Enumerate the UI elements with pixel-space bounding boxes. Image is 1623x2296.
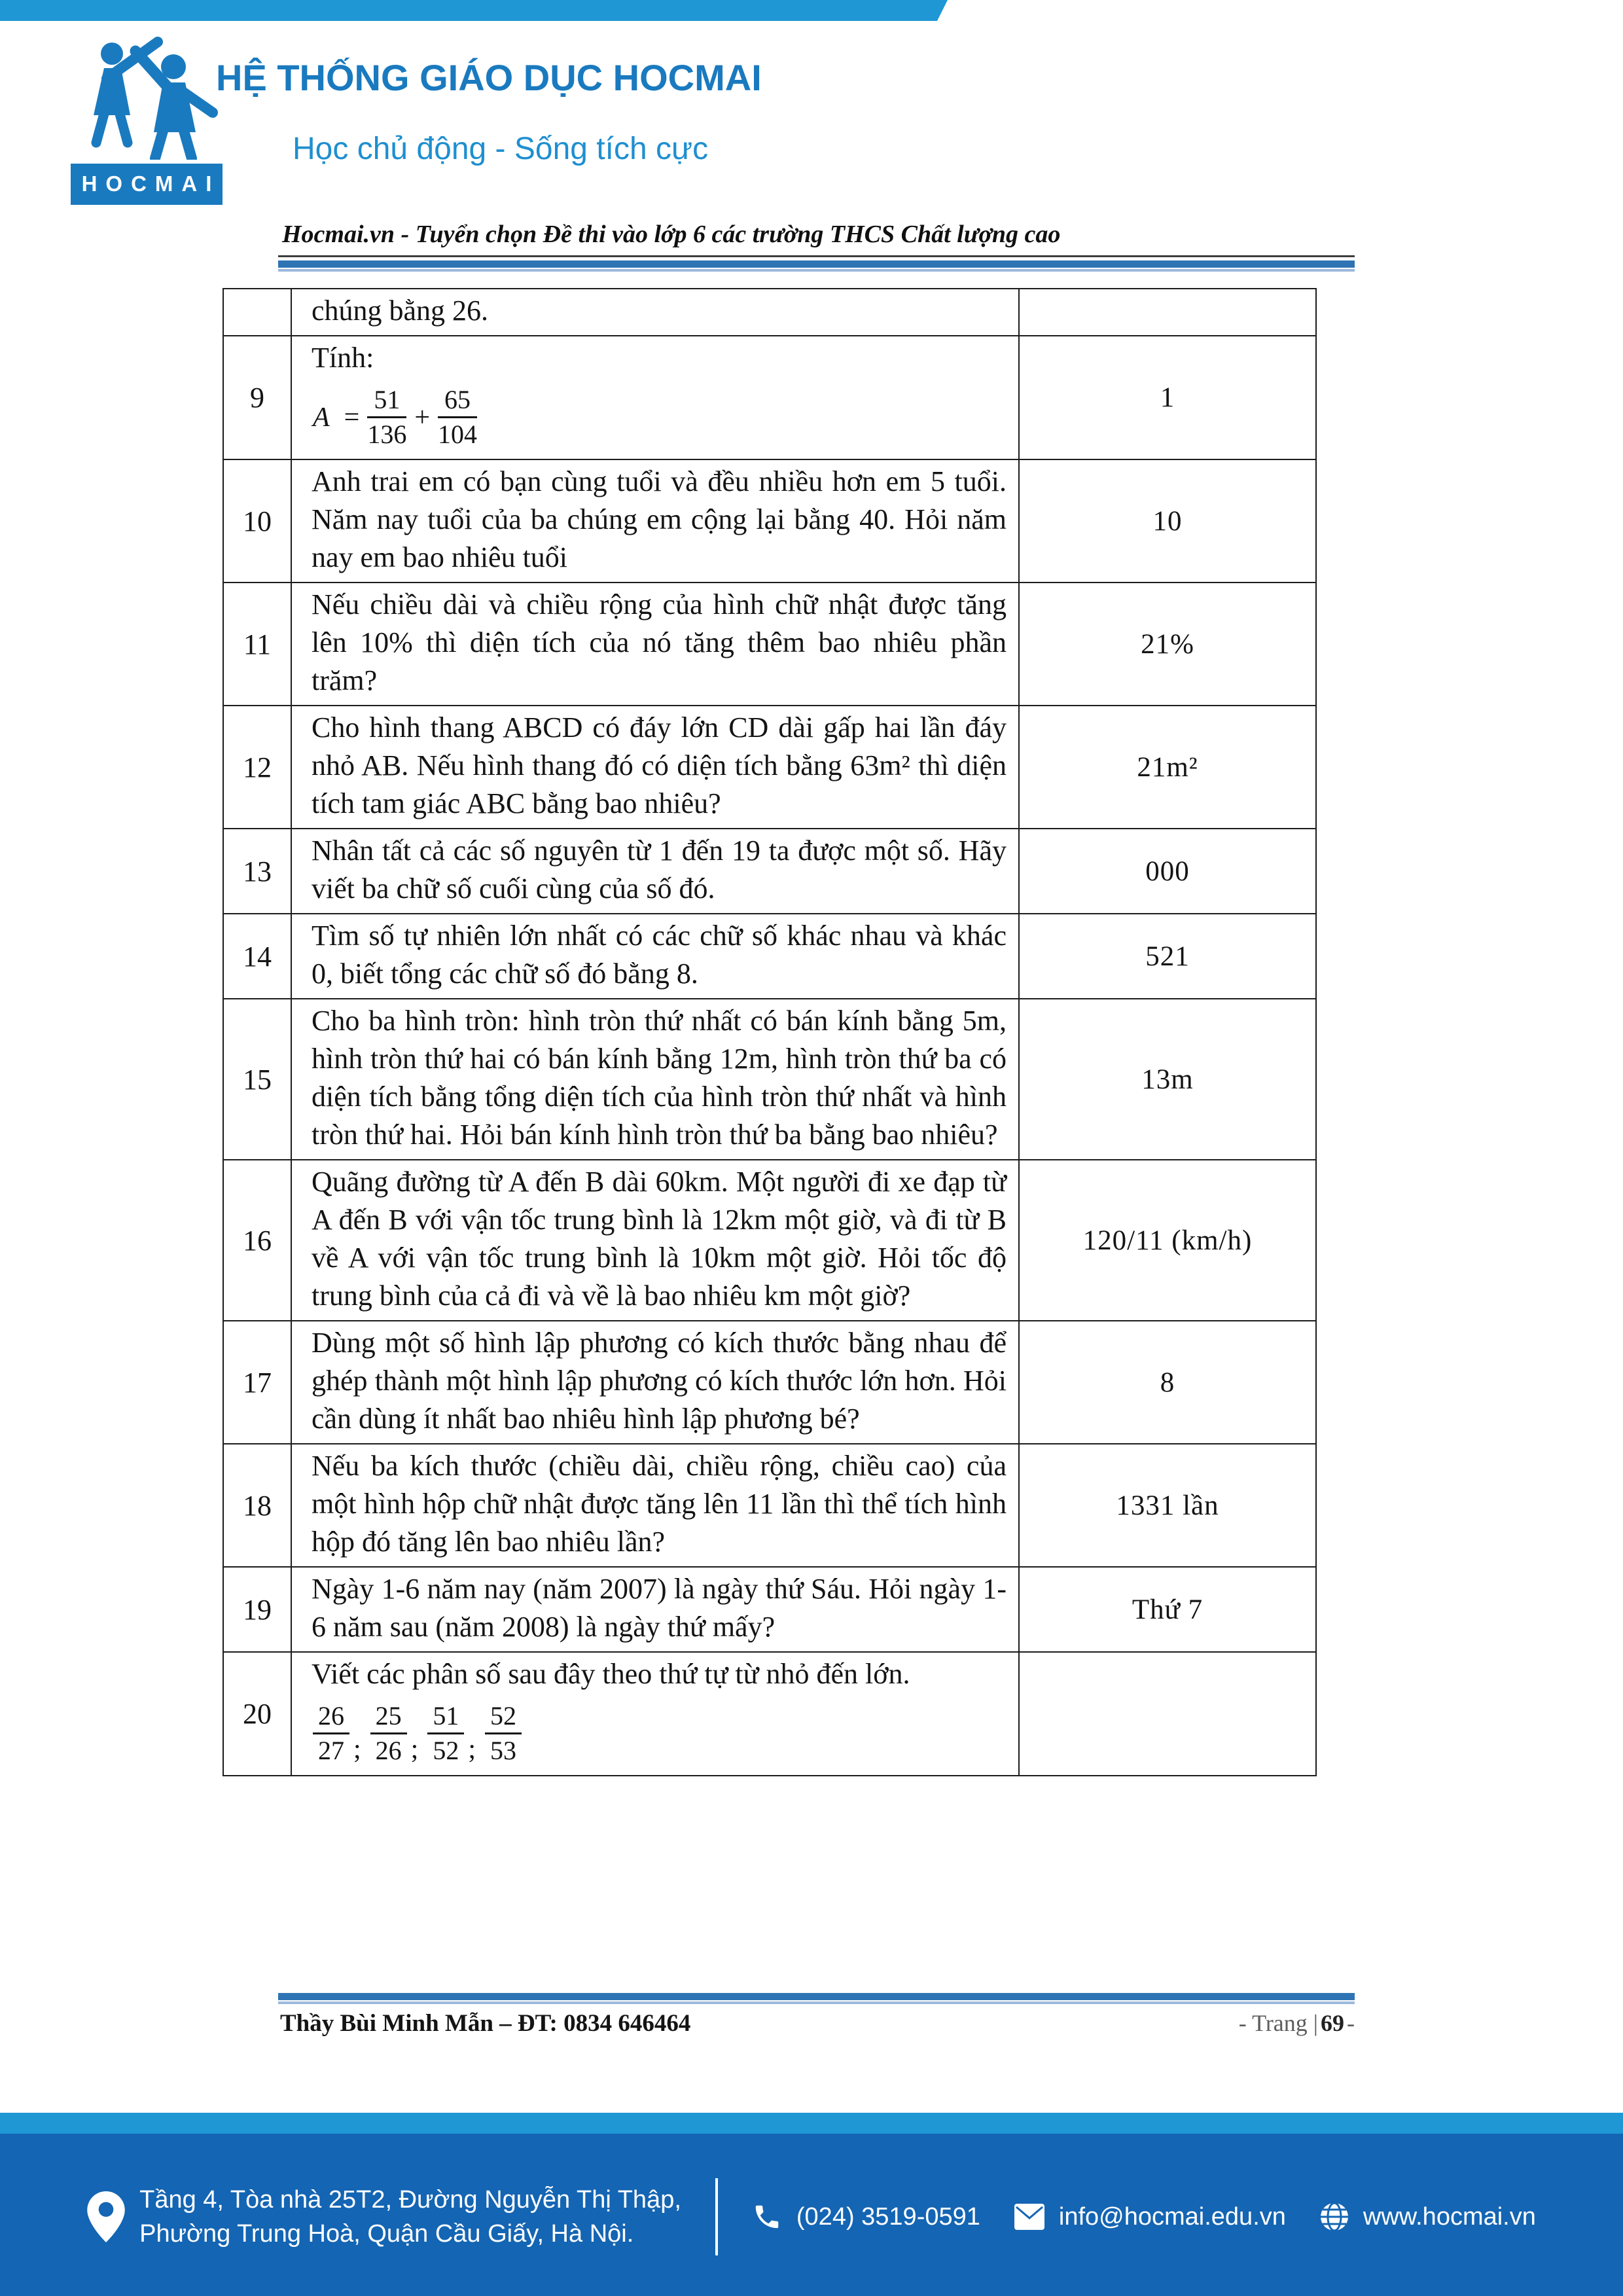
fraction <box>438 385 477 450</box>
question-number: 19 <box>223 1567 291 1652</box>
question-line: Anh trai em có bạn cùng tuổi và đều nhiều hơn em 5 tuổi. Năm nay tuổi của ba chúng em cộng lại bằng 40. Hỏi năm nay em bao nhiêu tuổi <box>312 465 1007 573</box>
table-row <box>223 1321 1316 1444</box>
answer-text: 8 <box>1019 1321 1316 1444</box>
math-variable: A <box>313 402 330 433</box>
contact-divider <box>715 2178 718 2255</box>
question-line: Dùng một số hình lập phương có kích thước bằng nhau để ghép thành một hình lập phương có kích thước lớn hơn. Hỏi cần dùng ít nhất bao nhiêu hình lập phương bé? <box>312 1327 1007 1435</box>
question-line: chúng bằng 26. <box>312 295 489 327</box>
fraction-numerator: 51 <box>427 1701 464 1734</box>
math-operator: = <box>344 402 360 433</box>
question-number: 16 <box>223 1160 291 1321</box>
table-row <box>223 336 1316 459</box>
contact-email-group <box>1014 2203 1286 2231</box>
globe-icon <box>1320 2202 1349 2231</box>
table-row <box>223 1444 1316 1567</box>
question-number: 20 <box>223 1652 291 1776</box>
contact-row <box>79 2174 1544 2259</box>
question-line: Nếu ba kích thước (chiều dài, chiều rộng, chiều cao) của một hình hộp chữ nhật được tăng lên 11 lần thì thể tích hình hộp đó tăng lên bao nhiêu lần? <box>312 1450 1007 1558</box>
envelope-icon <box>1014 2204 1044 2230</box>
answer-text: 1331 lần <box>1019 1444 1316 1567</box>
fraction-numerator: 65 <box>438 385 477 418</box>
question-line: Tính: <box>312 342 374 374</box>
fraction-denominator: 26 <box>375 1736 402 1765</box>
fraction-numerator: 26 <box>313 1701 349 1734</box>
table-row <box>223 583 1316 706</box>
contact-phone: (024) 3519-0591 <box>796 2202 980 2231</box>
contact-address-line2: Phường Trung Hoà, Quận Cầu Giấy, Hà Nội. <box>139 2220 634 2248</box>
top-accent-bar <box>0 0 948 21</box>
question-line: Ngày 1-6 năm nay (năm 2007) là ngày thứ Sáu. Hỏi ngày 1-6 năm sau (năm 2008) là ngày thứ mấy? <box>312 1573 1007 1643</box>
logo-people-icon <box>74 37 219 160</box>
question-text <box>291 1321 1019 1444</box>
header-rule <box>278 260 1355 268</box>
table-row <box>223 289 1316 336</box>
answer-text: 000 <box>1019 829 1316 914</box>
math-expression <box>313 385 1007 450</box>
answer-text <box>1019 289 1316 336</box>
question-line: Nhân tất cả các số nguyên từ 1 đến 19 ta được một số. Hãy viết ba chữ số cuối cùng của số đó. <box>312 834 1007 905</box>
question-number: 18 <box>223 1444 291 1567</box>
table-row <box>223 459 1316 583</box>
fraction-numerator: 52 <box>485 1701 522 1734</box>
fraction <box>313 1701 349 1766</box>
question-number: 10 <box>223 459 291 583</box>
question-text <box>291 336 1019 459</box>
footer-page-indicator <box>1239 2009 1355 2037</box>
question-text <box>291 1160 1019 1321</box>
fraction-numerator: 25 <box>370 1701 407 1734</box>
logo-wordmark: HOCMAI <box>71 164 223 205</box>
table-row <box>223 1160 1316 1321</box>
question-line: Nếu chiều dài và chiều rộng của hình chữ nhật được tăng lên 10% thì diện tích của nó tăng thêm bao nhiêu phần trăm? <box>312 588 1007 696</box>
math-operator: ; <box>353 1734 361 1765</box>
contact-address <box>139 2183 681 2251</box>
answer-text: 13m <box>1019 999 1316 1160</box>
question-text <box>291 1652 1019 1776</box>
question-line: Viết các phân số sau đây theo thứ tự từ nhỏ đến lớn. <box>312 1658 910 1690</box>
table-row <box>223 914 1316 999</box>
answer-text: 120/11 (km/h) <box>1019 1160 1316 1321</box>
answer-text: 10 <box>1019 459 1316 583</box>
brand-title: HỆ THỐNG GIÁO DỤC HOCMAI <box>216 57 762 98</box>
answer-text: 21% <box>1019 583 1316 706</box>
contact-website-group <box>1320 2202 1536 2231</box>
question-text <box>291 914 1019 999</box>
fraction-denominator: 53 <box>490 1736 517 1765</box>
math-operator: + <box>414 402 431 433</box>
question-text <box>291 706 1019 829</box>
table-row <box>223 706 1316 829</box>
bottom-accent-strip <box>0 2113 1623 2134</box>
table-row <box>223 999 1316 1160</box>
question-text <box>291 999 1019 1160</box>
table-row <box>223 1652 1316 1776</box>
header-rule-light <box>278 269 1355 272</box>
contact-address-group <box>87 2183 681 2251</box>
fraction <box>370 1701 407 1766</box>
question-number: 9 <box>223 336 291 459</box>
question-line: Tìm số tự nhiên lớn nhất có các chữ số khác nhau và khác 0, biết tổng các chữ số đó bằng 8. <box>312 920 1007 990</box>
question-line: Quãng đường từ A đến B dài 60km. Một người đi xe đạp từ A đến B với vận tốc trung bình là 12km một giờ, và đi từ B về A với vận tốc trung bình là 10km một giờ. Hỏi tốc độ trung bình của cả đi và về là bao nhiêu km một giờ? <box>312 1166 1007 1312</box>
table-row <box>223 1567 1316 1652</box>
fraction <box>427 1701 464 1766</box>
footer-teacher: Thầy Bùi Minh Mẫn – ĐT: 0834 646464 <box>280 2010 691 2037</box>
questions-table <box>223 288 1317 1776</box>
answer-text: 1 <box>1019 336 1316 459</box>
location-pin-icon <box>87 2191 125 2242</box>
question-number: 14 <box>223 914 291 999</box>
doc-header-title: Hocmai.vn - Tuyển chọn Đề thi vào lớp 6 các trường THCS Chất lượng cao <box>278 220 1355 257</box>
contact-email: info@hocmai.edu.vn <box>1058 2202 1286 2231</box>
contact-phone-group <box>752 2202 980 2232</box>
fraction-denominator: 104 <box>438 420 478 449</box>
question-number: 15 <box>223 999 291 1160</box>
table-row <box>223 829 1316 914</box>
question-number: 17 <box>223 1321 291 1444</box>
footer-rule <box>278 1990 1355 2004</box>
brand-slogan: Học chủ động - Sống tích cực <box>293 132 709 166</box>
contact-address-line1: Tầng 4, Tòa nhà 25T2, Đường Nguyễn Thị Thập, <box>139 2186 681 2214</box>
question-text <box>291 1444 1019 1567</box>
questions-table-body <box>223 289 1316 1776</box>
page-label: - Trang | <box>1238 2010 1318 2036</box>
question-line: Cho hình thang ABCD có đáy lớn CD dài gấp hai lần đáy nhỏ AB. Nếu hình thang đó có diện tích bằng 63m² thì diện tích tam giác ABC bằng bao nhiêu? <box>312 711 1007 819</box>
question-line: Cho ba hình tròn: hình tròn thứ nhất có bán kính bằng 5m, hình tròn thứ hai có bán kính bằng 12m, hình tròn thứ ba có diện tích bằng tổng diện tích của hình tròn thứ nhất và hình tròn thứ hai. Hỏi bán kính hình tròn thứ ba bằng bao nhiêu? <box>312 1005 1007 1151</box>
hocmai-logo <box>71 37 223 205</box>
phone-icon <box>752 2202 782 2232</box>
fraction-denominator: 136 <box>367 420 407 449</box>
fraction-denominator: 27 <box>318 1736 344 1765</box>
page-suffix: - <box>1347 2010 1355 2036</box>
question-number: 12 <box>223 706 291 829</box>
contact-website: www.hocmai.vn <box>1363 2202 1536 2231</box>
fraction-denominator: 52 <box>433 1736 459 1765</box>
math-operator: ; <box>468 1734 476 1765</box>
question-text <box>291 289 1019 336</box>
question-number <box>223 289 291 336</box>
math-expression <box>313 1701 1007 1766</box>
fraction-numerator: 51 <box>367 385 406 418</box>
answer-text: Thứ 7 <box>1019 1567 1316 1652</box>
question-text <box>291 583 1019 706</box>
answer-text <box>1019 1652 1316 1776</box>
answer-text: 521 <box>1019 914 1316 999</box>
fraction <box>485 1701 522 1766</box>
question-text <box>291 459 1019 583</box>
page-number: 69 <box>1321 2010 1344 2036</box>
answer-text: 21m² <box>1019 706 1316 829</box>
question-number: 11 <box>223 583 291 706</box>
doc-header <box>278 220 1355 272</box>
fraction <box>367 385 406 450</box>
question-text <box>291 829 1019 914</box>
math-operator: ; <box>410 1734 419 1765</box>
question-number: 13 <box>223 829 291 914</box>
question-text <box>291 1567 1019 1652</box>
